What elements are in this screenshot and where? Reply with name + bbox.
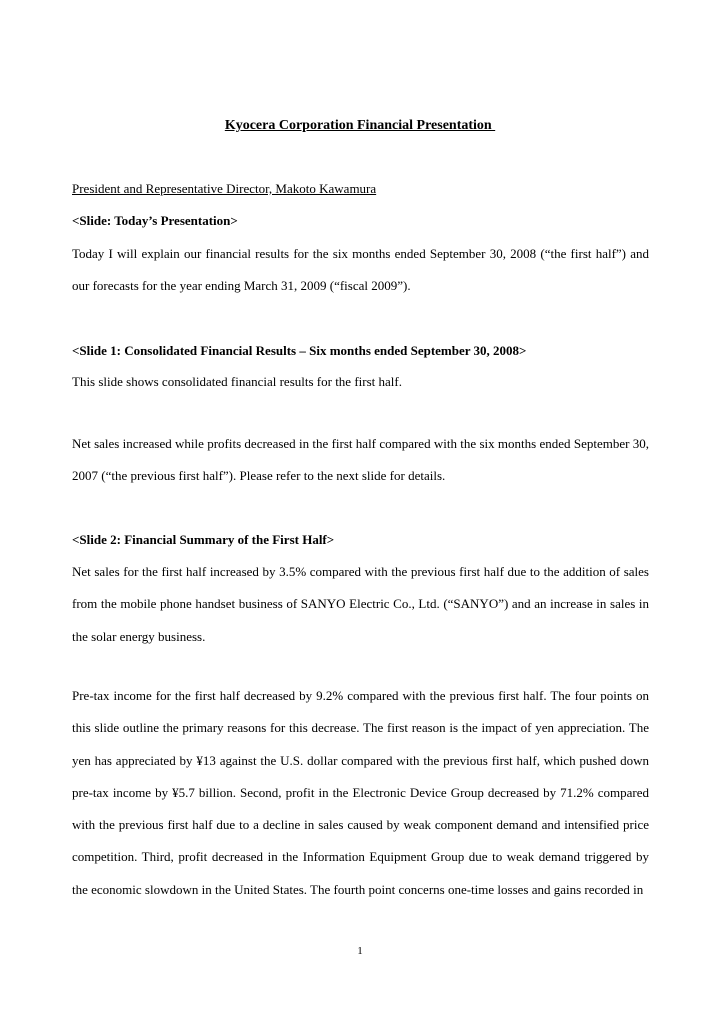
paragraph-slide-1-overview: This slide shows consolidated financial results for the first half. <box>72 374 402 389</box>
section-heading-slide-1: <Slide 1: Consolidated Financial Results – Six months ended September 30, 2008> <box>72 343 527 358</box>
document-title: Kyocera Corporation Financial Presentation <box>224 118 496 133</box>
section-heading-slide-2: <Slide 2: Financial Summary of the First Half> <box>72 532 335 547</box>
paragraph-slide-1-details: Net sales increased while profits decreased in the first half compared with the six months ended September 30, 2007 (“the previous first half”). Please refer to the next slide for details. <box>72 436 649 484</box>
paragraph-intro: Today I will explain our financial results for the six months ended September 30, 2008 (“the first half”) and our forecasts for the year ending March 31, 2009 (“fiscal 2009”). <box>72 246 649 294</box>
paragraph-slide-2-pretax-income: Pre-tax income for the first half decreased by 9.2% compared with the previous first half. The four points on this slide outline the primary reasons for this decrease. The first reason is the impact of yen appreciation. The yen has appreciated by ¥13 against the U.S. dollar compared with the previous first half, which pushed down pre-tax income by ¥5.7 billion. Second, profit in the Electronic Device Group decreased by 71.2% compared with the previous first half due to a decline in sales caused by weak component demand and intensified price competition. Third, profit decreased in the Information Equipment Group due to weak demand triggered by the economic slowdown in the United States. The fourth point concerns one-time losses and gains recorded in <box>72 688 649 897</box>
section-heading-todays-presentation: <Slide: Today’s Presentation> <box>72 213 238 228</box>
page-number: 1 <box>357 945 363 957</box>
presenter-name: President and Representative Director, Makoto Kawamura <box>72 181 377 196</box>
paragraph-slide-2-net-sales: Net sales for the first half increased by 3.5% compared with the previous first half due to the addition of sales from the mobile phone handset business of SANYO Electric Co., Ltd. (“SANYO”) and an increase in sales in the solar energy business. <box>72 564 649 644</box>
